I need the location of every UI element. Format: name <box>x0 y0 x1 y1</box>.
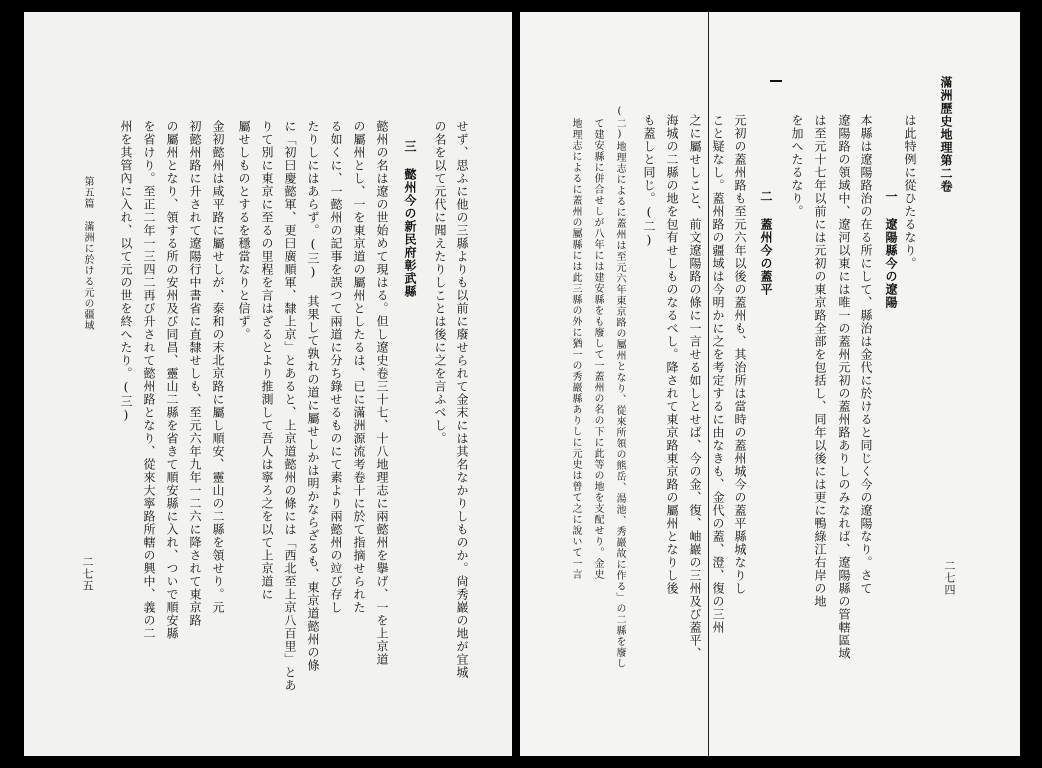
right-column-4: 遼陽路の領域中、遼河以東には唯一の蓋州元初の蓋州路ありしのみなれば、遼陽縣の管轄區域 <box>837 114 851 660</box>
left-column-12: 初懿州路に升されて遼陽行中書省に直隸せしも、至元六年九年一二六に降されて東京路 <box>188 120 202 627</box>
right-column-10: 之に屬せしこと、前文遼陽路の條に一言せる如しとせば、今の金、復、岫巖の三州及び蓋平、 <box>688 114 702 660</box>
right-note-2: て建安縣に併合せしが八年には建安縣をも廢して一蓋州の名の下に此等の地を支配せり。金史 <box>592 118 603 580</box>
right-column-6: を加へたるなり。 <box>790 114 804 218</box>
ornament-dash <box>770 80 782 82</box>
left-column-8: に「初曰慶懿軍、更曰廣順軍、隸上京」とあると、上京道懿州の條には「西北至上京八百里」とあ <box>283 120 297 692</box>
right-page-number: 二七四 <box>943 560 956 596</box>
left-column-2: の名を以て元代に聞えたりしことは後に之を言ふべし。 <box>433 120 447 445</box>
right-section-heading-1: 一 遼陽縣今の遼陽 <box>884 190 898 309</box>
right-column-9: こと疑なし。蓋州路の疆域は今明かに之を考定するに由なきも、金代の蓋、澄、復の三州 <box>711 114 725 634</box>
right-column-11: 海城の二縣の地を包有せしものなるべし。降されて東京路東京路の屬州となりし後 <box>665 114 679 595</box>
right-section-heading-2: 二 蓋州今の蓋平 <box>759 190 773 296</box>
left-column-5: の屬州とし、一を東京道の屬州としたるは、已に滿洲源流考卷十に於て指摘せられた <box>352 120 366 614</box>
left-column-14: を省けり。至正二年一三四二再び升されて懿州路となり、從來大寧路所轄の興中、義の二 <box>142 120 156 640</box>
left-column-11: 金初懿州は咸平路に屬せしが、泰和の末北京路に屬し順安、靈山の二縣を領せり。元 <box>211 120 225 614</box>
left-column-15: 州を其管內に入れ、以て元の世を終へたり。(三) <box>119 120 133 423</box>
left-column-6: る如くに、一懿州の記事を誤つて兩道に分ち錄せるものにて素より兩懿州の竝び存し <box>329 120 343 614</box>
right-note-1: (二)地理志によるに蓋州は至元六年東京路の屬州となり、從來所領の熊岳、湯池、秀巖故に作る」の二縣を廢し <box>614 106 625 669</box>
left-column-10: 屬せしものとするを穩當なりと信ず。 <box>237 120 251 341</box>
page-crease-line <box>708 12 709 756</box>
right-column-12: も蓋しと同じ。(二) <box>642 114 656 248</box>
left-column-9: りて別に東京に至るの里程を言はざるとより推測して吾人は寧ろ之を以て上京道に <box>260 120 274 601</box>
left-running-head: 第五篇 滿洲に於ける元の疆域 <box>82 176 93 331</box>
left-section-heading-3: 三 懿州今の新民府彰武縣 <box>403 140 417 298</box>
right-note-3: 地理志によるに蓋州の屬縣には此三縣の外に猶一の秀巖縣ありしに元史は曾て之に說いて一言 <box>570 118 581 580</box>
right-column-3: 本縣は遼陽路治の在る所にして、縣治は金代に於けると同じく今の遼陽なり。さて <box>859 114 873 595</box>
left-page-number: 二七五 <box>81 556 94 592</box>
right-column-5: は至元十七年以前には元初の東京路全部を包括し、同年以後には更に鴨綠江右岸の地 <box>813 114 827 608</box>
left-column-13: の屬州となり、領する所の安州及び同昌、靈山二縣を省きて順安縣に入れ、ついで順安縣 <box>165 120 179 640</box>
left-column-1: せず、思ふに他の三縣よりも以前に廢せられて金末には其名なかりしものか。尙秀巖の地が宜城 <box>455 120 469 679</box>
right-running-head: 滿洲歷史地理第二卷 <box>939 76 953 193</box>
right-column-8: 元初の蓋州路も至元六年以後の蓋州も、其治所は當時の蓋州城今の蓋平縣城なりし <box>733 114 747 595</box>
left-column-7: たりしにはあらず。(三) 其果して孰れの道に屬せしかは明かならざるも、東京道懿州の條 <box>306 120 320 672</box>
right-column-1: は此特例に從ひたるなり。 <box>903 114 917 270</box>
left-column-4: 懿州の名は遼の世始めて現はる。但し遼史卷三十七、十八地理志に兩懿州を擧げ、一を上京道 <box>375 120 389 666</box>
